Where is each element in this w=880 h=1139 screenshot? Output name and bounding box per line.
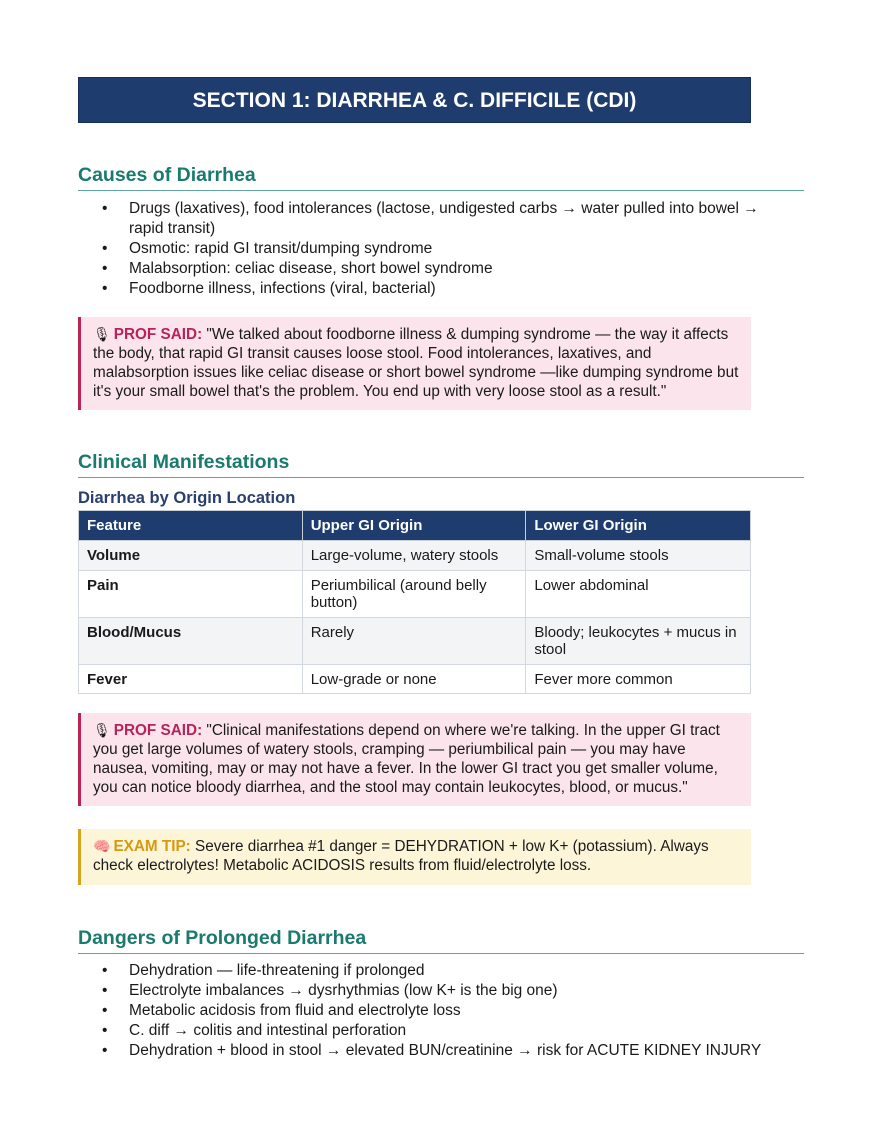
microphone-icon: 🎙 xyxy=(93,326,111,342)
list-item: • Dehydration — life-threatening if prolonged xyxy=(78,961,804,981)
table-cell: Periumbilical (around belly button) xyxy=(302,570,526,617)
exam-tip-callout xyxy=(78,829,751,885)
table-row xyxy=(79,617,751,664)
table-cell: Fever xyxy=(79,664,303,694)
table-cell: Large-volume, watery stools xyxy=(302,541,526,571)
table-cell: Bloody; leukocytes + mucus in stool xyxy=(526,617,751,664)
table-cell: Low-grade or none xyxy=(302,664,526,694)
list-item: • Foodborne illness, infections (viral, bacterial) xyxy=(78,279,778,299)
list-item: • Malabsorption: celiac disease, short bowel syndrome xyxy=(78,259,778,279)
list-item: • Dehydration + blood in stool → elevated BUN/creatinine → risk for ACUTE KIDNEY INJURY xyxy=(78,1041,804,1061)
table-cell: Small-volume stools xyxy=(526,541,751,571)
dangers-heading: Dangers of Prolonged Diarrhea xyxy=(78,927,804,954)
prof-said-callout xyxy=(78,317,751,410)
prof-said-callout xyxy=(78,713,751,806)
section-title-banner: SECTION 1: DIARRHEA & C. DIFFICILE (CDI) xyxy=(78,77,751,123)
column-header: Upper GI Origin xyxy=(302,511,526,541)
table-row xyxy=(79,570,751,617)
microphone-icon: 🎙 xyxy=(93,722,111,738)
prof-said-label: PROF SAID: xyxy=(113,326,203,343)
table-row xyxy=(79,664,751,694)
table-cell: Rarely xyxy=(302,617,526,664)
table-row xyxy=(79,541,751,571)
column-header: Feature xyxy=(79,511,303,541)
table-cell: Volume xyxy=(79,541,303,571)
table-cell: Fever more common xyxy=(526,664,751,694)
table-header-row xyxy=(79,511,751,541)
causes-list xyxy=(78,199,778,299)
list-item: • C. diff → colitis and intestinal perforation xyxy=(78,1021,804,1041)
origin-subheading: Diarrhea by Origin Location xyxy=(78,489,296,507)
table-cell: Blood/Mucus xyxy=(79,617,303,664)
prof-said-label: PROF SAID: xyxy=(113,722,203,739)
origin-table xyxy=(78,510,751,694)
prof-said-text: "Clinical manifestations depend on where we're talking. In the upper GI tract you get large volumes of watery stools, cramping — periumbilical pain — you may have nausea, vomiting, may or may not have a fever. In the lower GI tract you get smaller volume, you can notice bloody diarrhea, and the stool may contain leukocytes, blood, or mucus." xyxy=(93,722,720,796)
clinical-heading: Clinical Manifestations xyxy=(78,451,804,478)
table-cell: Pain xyxy=(79,570,303,617)
prof-said-text: "We talked about foodborne illness & dumping syndrome — the way it affects the body, that rapid GI transit causes loose stool. Food intolerances, laxatives, and malabsorption issues like celiac disease or short bowel syndrome —like dumping syndrome but it's your small bowel that's the problem. You end up with very loose stool as a result." xyxy=(93,326,739,400)
causes-heading: Causes of Diarrhea xyxy=(78,164,804,191)
list-item: • Metabolic acidosis from fluid and electrolyte loss xyxy=(78,1001,804,1021)
column-header: Lower GI Origin xyxy=(526,511,751,541)
brain-icon: 🧠 xyxy=(93,838,111,854)
exam-tip-label: EXAM TIP: xyxy=(113,838,191,855)
list-item: • Osmotic: rapid GI transit/dumping syndrome xyxy=(78,239,778,259)
exam-tip-text: Severe diarrhea #1 danger = DEHYDRATION + low K+ (potassium). Always check electrolytes! Metabolic ACIDOSIS results from fluid/electrolyte loss. xyxy=(93,838,709,874)
list-item: • Electrolyte imbalances → dysrhythmias (low K+ is the big one) xyxy=(78,981,804,1001)
list-item: • Drugs (laxatives), food intolerances (lactose, undigested carbs → water pulled into bowel → rapid transit) xyxy=(78,199,778,238)
table-cell: Lower abdominal xyxy=(526,570,751,617)
dangers-list xyxy=(78,961,804,1061)
